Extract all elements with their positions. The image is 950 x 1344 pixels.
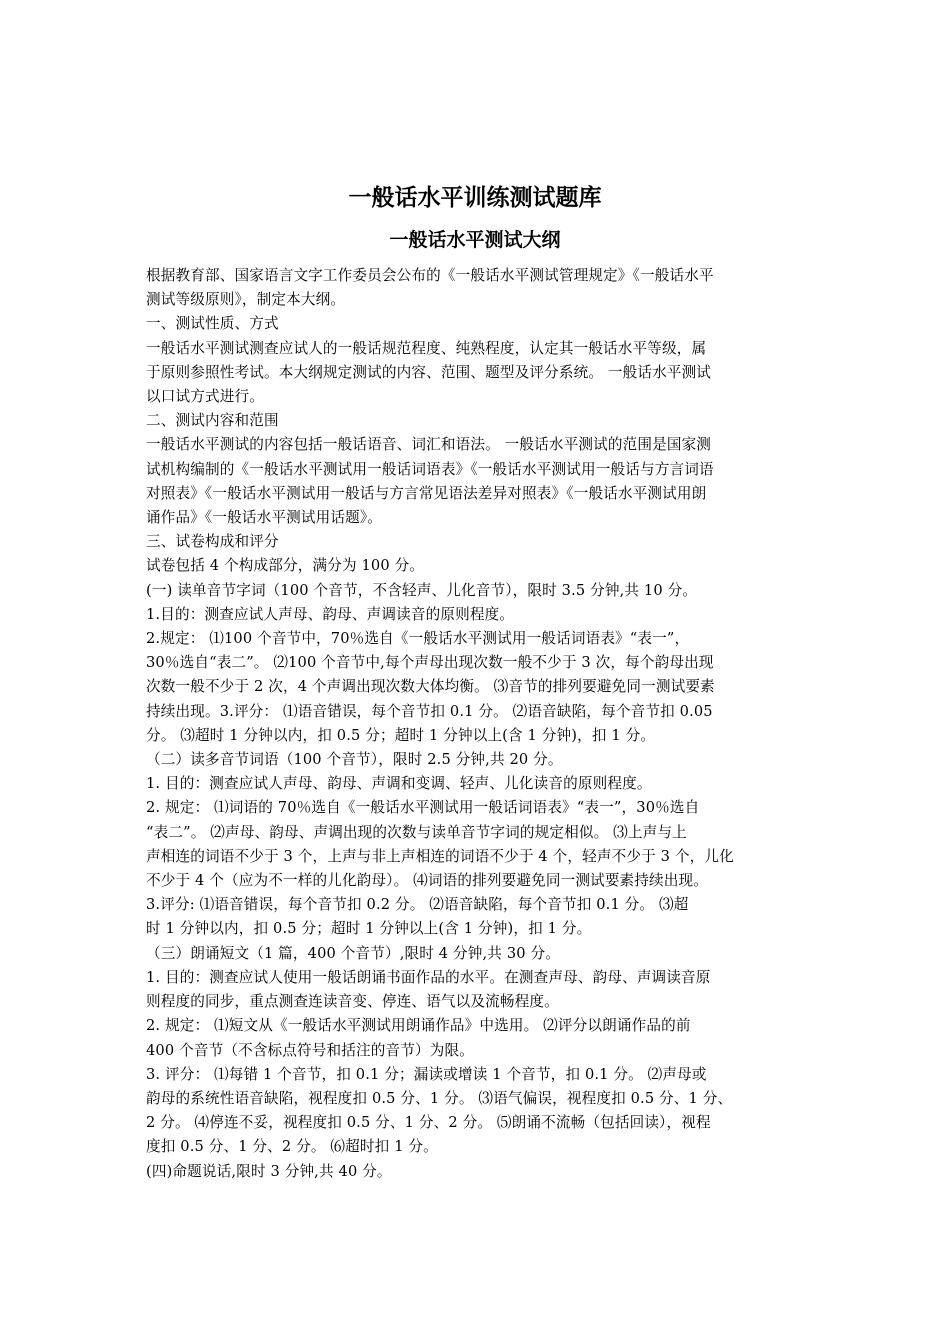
text-line: 2. 规定： ⑴短文从《一般话水平测试用朗诵作品》中选用。 ⑵评分以朗诵作品的前 — [146, 1017, 691, 1035]
text-line: 持续出现。3.评分： ⑴语音错误，每个音节扣 0.1 分。 ⑵语音缺陷，每个音节扣 0.05 — [146, 702, 713, 720]
text-line: 对照表》《一般话水平测试用一般话与方言常见语法差异对照表》《一般话水平测试用朗 — [146, 484, 707, 502]
text-line: 1. 目的：测查应试人使用一般话朗诵书面作品的水平。在测查声母、韵母、声调读音原 — [146, 968, 711, 986]
text-line: 2.规定： ⑴100 个音节中，70％选自《一般话水平测试用一般话词语表》“表一”， — [146, 630, 690, 648]
text-line: 1. 目的：测查应试人声母、韵母、声调和变调、轻声、儿化读音的原则程度。 — [146, 775, 652, 793]
text-line: 韵母的系统性语音缺陷，视程度扣 0.5 分、1 分。 ⑶语气偏误，视程度扣 0.5 分、1 分、 — [146, 1089, 733, 1107]
document-title: 一般话水平训练测试题库 — [348, 185, 602, 211]
text-line: 试机构编制的《一般话水平测试用一般话词语表》《一般话水平测试用一般话与方言词语 — [146, 460, 714, 478]
text-line: 时 1 分钟以内，扣 0.5 分；超时 1 分钟以上(含 1 分钟)，扣 1 分。 — [146, 920, 592, 938]
text-line: 一、测试性质、方式 — [146, 315, 279, 333]
text-line: 1.目的：测查应试人声母、韵母、声调读音的原则程度。 — [146, 605, 515, 623]
text-line: 次数一般不少于 2 次，4 个声调出现次数大体均衡。 ⑶音节的排列要避免同一测试要素 — [146, 678, 715, 696]
text-line: 3. 评分： ⑴每错 1 个音节，扣 0.1 分；漏读或增读 1 个音节，扣 0.1 分。 ⑵声母或 — [146, 1065, 707, 1083]
text-line: 30％选自“表二”。 ⑵100 个音节中,每个声母出现次数一般不少于 3 次，每个韵母出现 — [146, 654, 714, 672]
text-line: 分。 ⑶超时 1 分钟以内，扣 0.5 分；超时 1 分钟以上(含 1 分钟)，扣 1 分。 — [146, 726, 656, 744]
text-line: 根据教育部、国家语言文字工作委员会公布的《一般话水平测试管理规定》《一般话水平 — [146, 267, 714, 284]
text-line: （二）读多音节词语（100 个音节），限时 2.5 分钟,共 20 分。 — [146, 751, 563, 769]
text-line: 2 分。 ⑷停连不妥，视程度扣 0.5 分、1 分、2 分。 ⑸朗诵不流畅（包括回读），视程 — [146, 1114, 711, 1132]
text-line: 二、测试内容和范围 — [146, 412, 279, 430]
text-line: 一般话水平测试的内容包括一般话语音、词汇和语法。 一般话水平测试的范围是国家测 — [146, 436, 712, 454]
text-line: 一般话水平测试测查应试人的一般话规范程度、纯熟程度，认定其一般话水平等级，属 — [146, 339, 707, 357]
text-line: (四)命题说话,限时 3 分钟,共 40 分。 — [146, 1162, 392, 1180]
text-line: 诵作品》《一般话水平测试用话题》。 — [146, 509, 383, 527]
text-line: 三、试卷构成和评分 — [146, 533, 279, 551]
text-line: 400 个音节（不含标点符号和括注的音节）为限。 — [146, 1041, 474, 1059]
text-line: 于原则参照性考试。本大纲规定测试的内容、范围、题型及评分系统。 一般话水平测试 — [146, 363, 712, 381]
text-line: 度扣 0.5 分、1 分、2 分。 ⑹超时扣 1 分。 — [146, 1138, 438, 1156]
text-line: 测试等级原则》，制定本大纲。 — [146, 291, 346, 309]
text-line: “表二”。 ⑵声母、韵母、声调出现的次数与读单音节字词的规定相似。 ⑶上声与上 — [146, 823, 687, 841]
document-body — [146, 264, 804, 1184]
text-line: 3.评分: ⑴语音错误，每个音节扣 0.2 分。 ⑵语音缺陷，每个音节扣 0.1 分。 ⑶超 — [146, 896, 689, 914]
text-line: 2. 规定： ⑴词语的 70％选自《一般话水平测试用一般话词语表》“表一”，30％选自 — [146, 799, 700, 817]
text-line: 试卷包括 4 个构成部分，满分为 100 分。 — [146, 557, 425, 575]
text-line: (一) 读单音节字词（100 个音节，不含轻声、儿化音节），限时 3.5 分钟,共 10 分。 — [146, 581, 698, 599]
text-line: 不少于 4 个（应为不一样的儿化韵母）。 ⑷词语的排列要避免同一测试要素持续出现。 — [146, 872, 709, 890]
text-line: 声相连的词语不少于 3 个，上声与非上声相连的词语不少于 4 个，轻声不少于 3 个，儿化 — [146, 847, 734, 865]
text-line: （三）朗诵短文（1 篇，400 个音节）,限时 4 分钟,共 30 分。 — [146, 944, 560, 962]
document-subtitle: 一般话水平测试大纲 — [389, 229, 561, 251]
text-line: 则程度的同步，重点测查连读音变、停连、语气以及流畅程度。 — [146, 993, 559, 1011]
text-line: 以口试方式进行。 — [146, 388, 264, 406]
